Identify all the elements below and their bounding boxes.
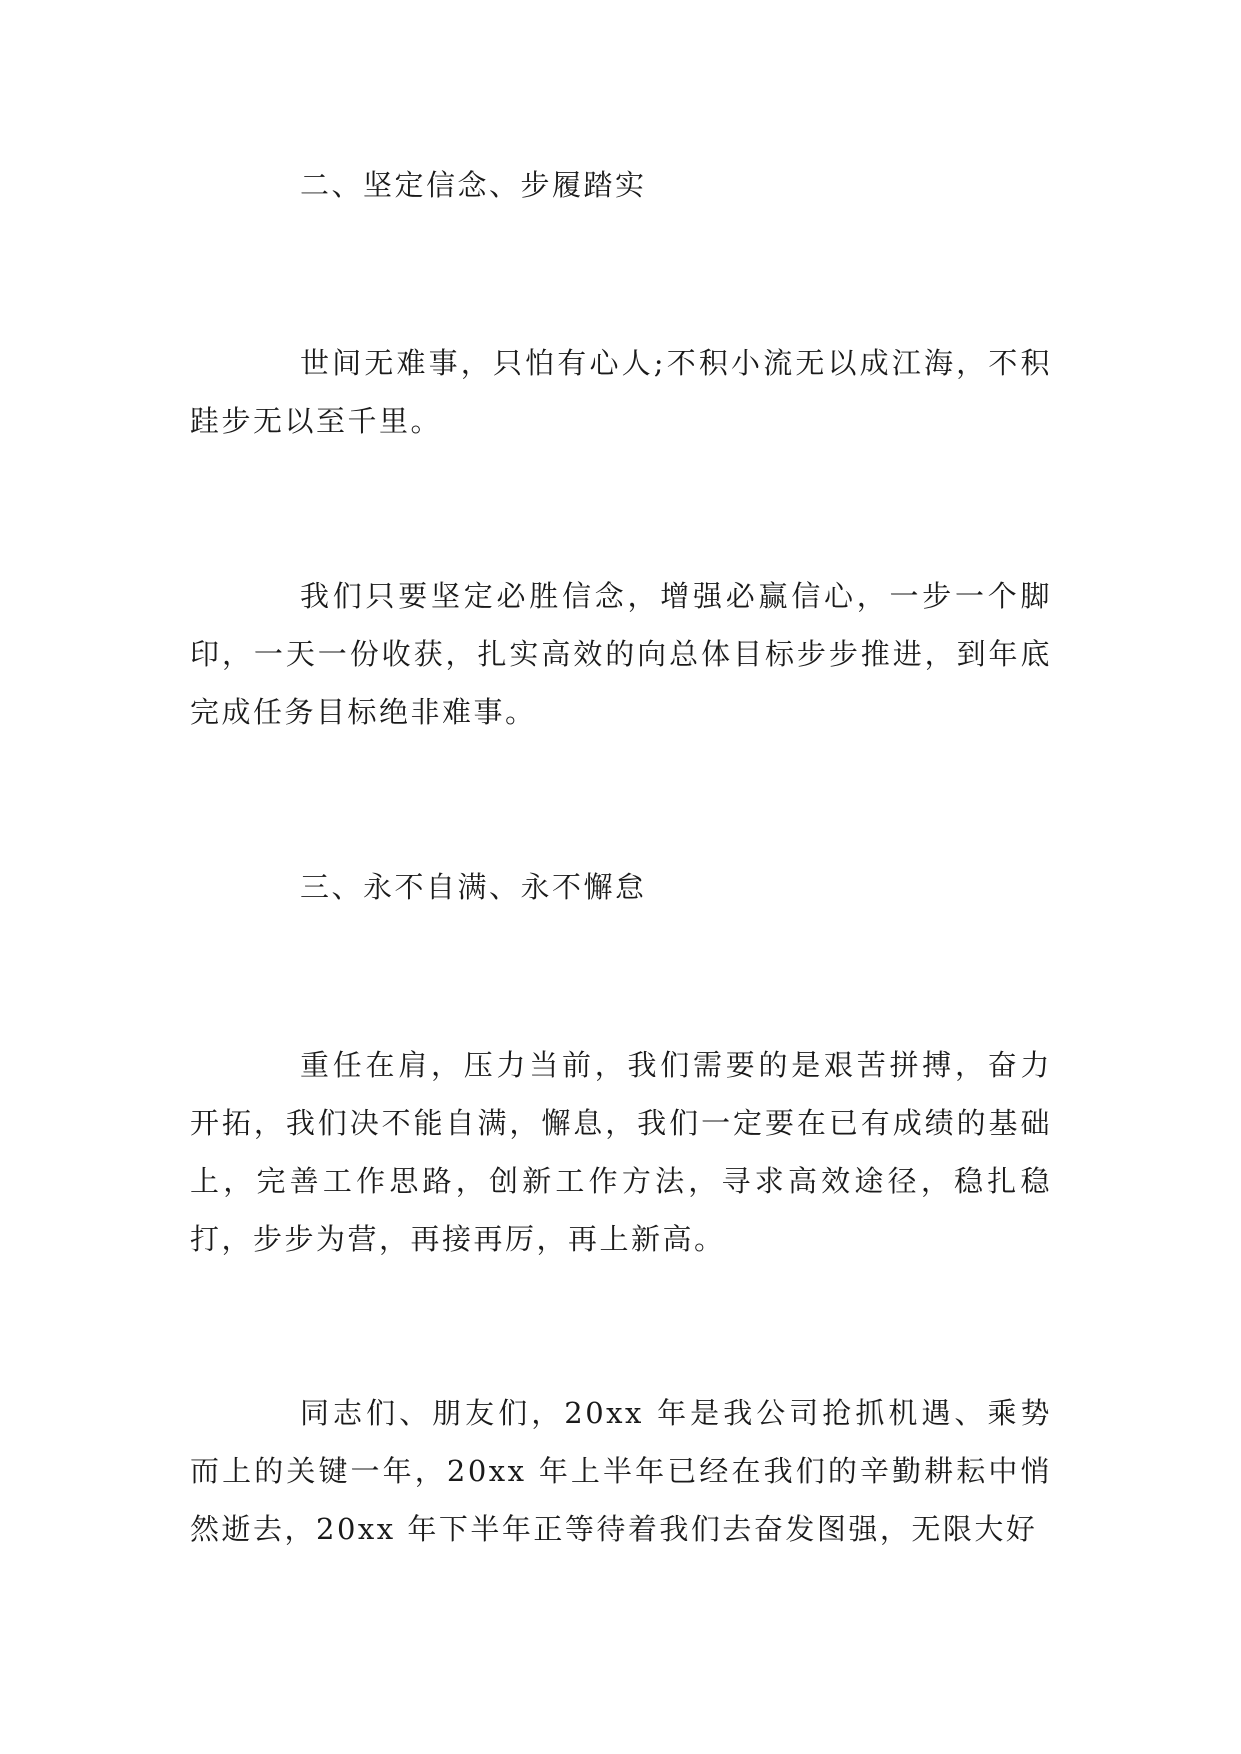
section-heading-belief: 二、坚定信念、步履踏实 — [300, 168, 647, 202]
paragraph-perseverance: 世间无难事，只怕有心人;不积小流无以成江海，不积跬步无以至千里。 — [190, 346, 1052, 438]
paragraph-hard-work: 重任在肩，压力当前，我们需要的是艰苦拼搏，奋力开拓，我们决不能自满，懈息，我们一定要在已有成绩的基础上，完善工作思路，创新工作方法，寻求高效途径，稳扎稳打，步步为营，再接再厉，再上新高。 — [190, 1048, 1052, 1256]
paragraph-confidence: 我们只要坚定必胜信念，增强必赢信心，一步一个脚印，一天一份收获，扎实高效的向总体目标步步推进，到年底完成任务目标绝非难事。 — [190, 579, 1052, 729]
section-heading-no-complacency: 三、永不自满、永不懈怠 — [300, 870, 647, 904]
paragraph-key-year: 同志们、朋友们，20xx 年是我公司抢抓机遇、乘势而上的关键一年，20xx 年上半年已经在我们的辛勤耕耘中悄然逝去，20xx 年下半年正等待着我们去奋发图强，无限大好 — [190, 1396, 1052, 1546]
